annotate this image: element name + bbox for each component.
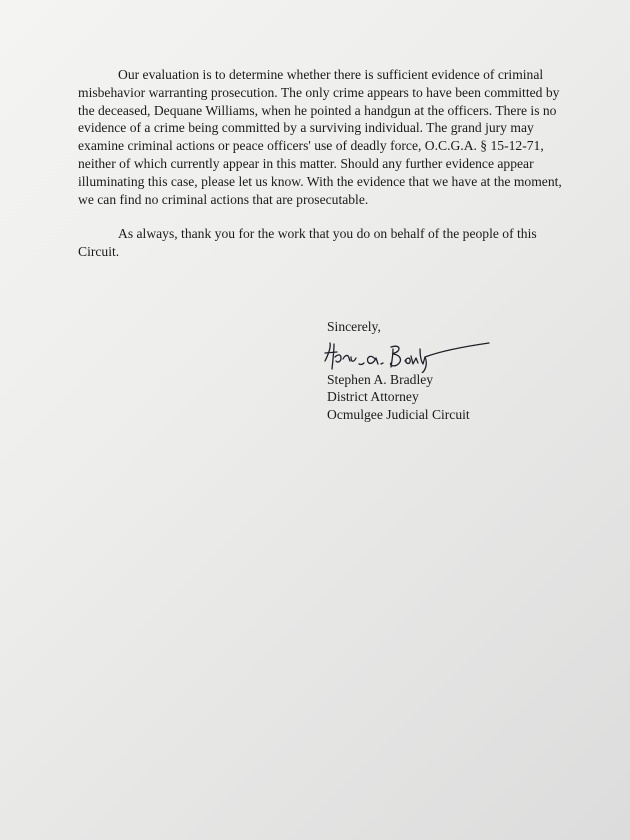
closing-salutation: Sincerely,: [327, 319, 381, 334]
signer-organization: Ocmulgee Judicial Circuit: [327, 406, 470, 422]
text-line: illuminating this case, please let us know. With the evidence that we have at the moment,: [78, 173, 562, 189]
handwritten-signature: [321, 339, 491, 373]
text-line: we can find no criminal actions that are prosecutable.: [78, 191, 369, 207]
text-line: neither of which currently appear in this matter. Should any further evidence appear: [78, 155, 534, 171]
text-line: the deceased, Dequane Williams, when he pointed a handgun at the officers. There is no: [78, 102, 557, 118]
paragraph-evaluation: [78, 66, 562, 208]
paragraph-thanks: [78, 225, 556, 261]
text-line: evidence of a crime being committed by a surviving individual. The grand jury may: [78, 120, 534, 136]
text-line: Circuit.: [78, 244, 120, 260]
signer-title: District Attorney: [327, 389, 419, 405]
signer-name: Stephen A. Bradley: [327, 372, 434, 388]
signature-block: [327, 318, 491, 423]
text-line: misbehavior warranting prosecution. The only crime appears to have been committed by: [78, 84, 560, 100]
text-line: As always, thank you for the work that you do on behalf of the people of this: [118, 226, 537, 242]
text-line: Our evaluation is to determine whether there is sufficient evidence of criminal: [118, 67, 544, 82]
text-line: examine criminal actions or peace officers' use of deadly force, O.C.G.A. § 15-12-71,: [78, 138, 544, 154]
letter-body: [78, 66, 562, 278]
